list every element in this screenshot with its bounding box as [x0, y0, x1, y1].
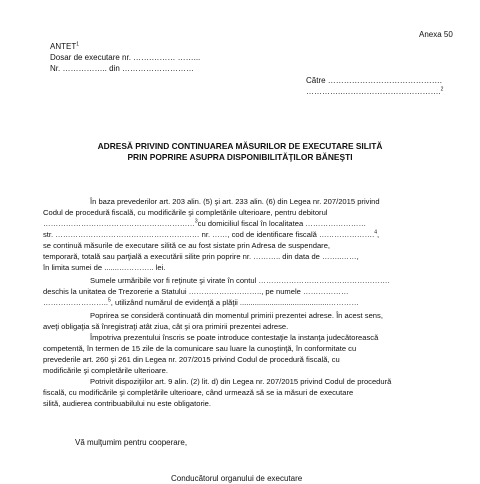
paragraph-2-line-2: deschis la unitatea de Trezorerie a Statului ……………………….., pe numele ………………	[43, 287, 349, 296]
paragraph-3-line-2: aveţi obligaţia să înregistraţi atât ziua, cât şi ora primirii prezentei adrese.	[43, 322, 289, 331]
recipient-line: Către …………………………………….	[306, 76, 443, 85]
paragraph-4-line-2: competentă, în termen de 15 zile de la comunicare sau luare la cunoştinţă, în conformitate cu	[43, 344, 357, 353]
document-title-line-1: ADRESĂ PRIVIND CONTINUAREA MĂSURILOR DE EXECUTARE SILITĂ	[97, 141, 383, 151]
debtor-blank: ……………………………………………………	[43, 219, 195, 228]
paragraph-1-line-6: temporară, totală sau parţială a executării silite prin poprire nr. ……….. din data de ……..……,	[43, 252, 359, 261]
locality-text: cu domiciliul fiscal în localitatea ……………………	[197, 219, 367, 228]
street-text: str. ………………………………………………… nr. ……, cod de identificare fiscală ………………….	[43, 230, 375, 239]
paragraph-5-line-2: fiscală, cu modificările şi completările ulterioare, când urmează să se ia măsuri de executare	[43, 388, 354, 397]
recipient-blank: …………..……………………………….	[306, 87, 441, 96]
nr-line: Nr. …………….. din ………………………	[50, 64, 195, 73]
footnote-mark-1: 1	[76, 41, 80, 48]
annex-label: Anexa 50	[419, 30, 453, 39]
paragraph-2-line-3	[43, 298, 359, 308]
paragraph-1-line-2: Codul de procedură fiscală, cu modificările şi completările ulterioare, pentru debitorul	[43, 208, 328, 217]
paragraph-3-line-1: Poprirea se consideră continuată din momentul primirii prezentei adrese. În acest sens,	[90, 311, 383, 320]
recipient-line-2	[306, 87, 443, 97]
payment-number-text: , utilizând numărul de evidenţă a plăţii ..........................................…………	[110, 298, 359, 307]
paragraph-1-line-5: se continuă măsurile de executare silită ce au fost sistate prin Adresa de suspendare,	[43, 241, 331, 250]
paragraph-1-line-1: În baza prevederilor art. 203 alin. (5) şi art. 233 alin. (6) din Legea nr. 207/2015 privind	[90, 197, 380, 206]
paragraph-5-line-1: Potrivit dispoziţiilor art. 9 alin. (2) lit. d) din Legea nr. 207/2015 privind Codul de procedură	[90, 377, 392, 386]
comma-text: ,	[377, 230, 380, 239]
paragraph-2-line-1: Sumele urmăribile vor fi reţinute şi virate în contul …………………………………………….	[90, 276, 390, 285]
dosar-line: Dosar de executare nr. …….……… ……...	[50, 53, 201, 62]
signature-label: Conducătorul organului de executare	[171, 474, 303, 483]
antet-text: ANTET	[50, 42, 77, 51]
footnote-mark-3: 3	[194, 218, 198, 225]
paragraph-4-line-4: modificările şi completările ulterioare.	[43, 366, 168, 375]
paragraph-5-line-3: silită, audierea contribuabilului nu este obligatorie.	[43, 399, 212, 408]
paragraph-1-line-3	[43, 219, 366, 229]
paragraph-1-line-7: în limita sumei de .......………….. lei.	[43, 263, 166, 272]
document-title-line-2: PRIN POPRIRE ASUPRA DISPONIBILITĂŢILOR BĂNEŞTI	[127, 152, 353, 162]
footnote-mark-5: 5	[107, 297, 111, 304]
antet-label	[50, 42, 79, 52]
footnote-mark-4: 4	[374, 229, 378, 236]
account-holder-blank: ……………………..	[43, 298, 108, 307]
paragraph-1-line-4	[43, 230, 379, 240]
footnote-mark-2: 2	[440, 86, 444, 93]
paragraph-4-line-1: Împotriva prezentului înscris se poate introduce contestaţie la instanţa judecătorească	[90, 333, 379, 342]
paragraph-4-line-3: prevederile art. 260 şi 261 din Legea nr. 207/2015 privind Codul de procedură fiscală, cu	[43, 355, 340, 364]
closing-thanks: Vă mulţumim pentru cooperare,	[75, 438, 188, 447]
